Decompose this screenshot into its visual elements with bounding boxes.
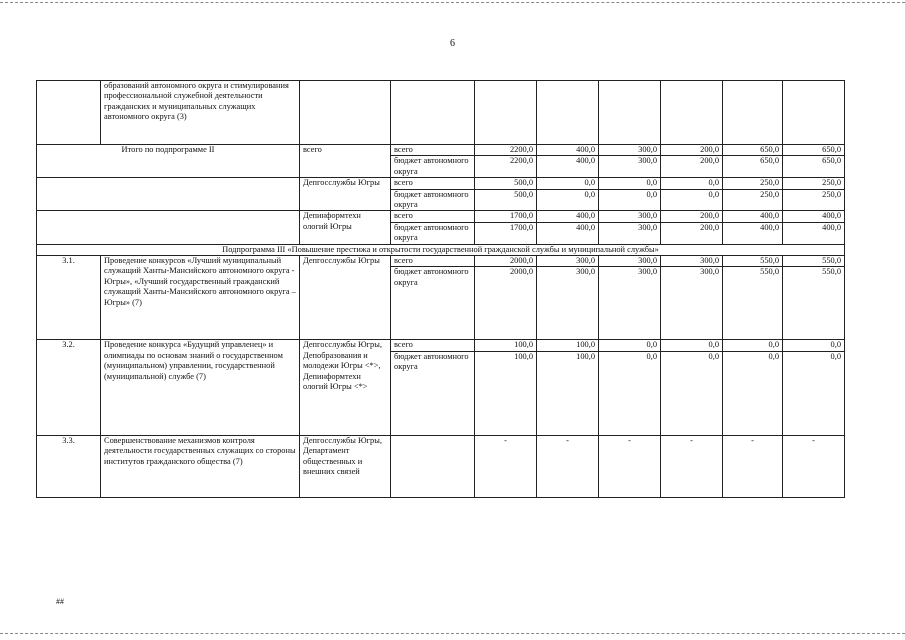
value-cell: 400,0: [723, 222, 783, 244]
total-executor: всего: [300, 145, 391, 178]
value-cell: 0,0: [723, 351, 783, 435]
value-cell: 400,0: [537, 145, 599, 156]
total-label: Итого по подпрограмме II: [37, 145, 300, 178]
value-cell: 0,0: [661, 178, 723, 189]
value-cell: 2200,0: [475, 156, 537, 178]
value-cell: 0,0: [599, 351, 661, 435]
value-cell: 400,0: [537, 211, 599, 222]
value-cell: 650,0: [723, 156, 783, 178]
value-cell: 0,0: [783, 340, 845, 351]
value-cell: 100,0: [475, 340, 537, 351]
value-cell: 0,0: [783, 351, 845, 435]
value-cell: 2200,0: [475, 145, 537, 156]
value-cell: -: [661, 435, 723, 497]
subprogram-title: Подпрограмма III «Повышение престижа и открытости государственной гражданской службы и муниципальной службы»: [37, 244, 845, 255]
event-name: Проведение конкурса «Будущий управленец» и олимпиады по основам знаний о государственном (муниципальном) управлении, государственной (муниципальной) службе (7): [101, 340, 300, 435]
value-cell: 0,0: [661, 189, 723, 211]
value-cell: 250,0: [783, 189, 845, 211]
value-cell: -: [599, 435, 661, 497]
value-cell: 300,0: [599, 211, 661, 222]
dep1-row: [37, 178, 845, 189]
funding-source: бюджет автономного округа: [391, 267, 475, 340]
scan-edge-top: [0, 2, 905, 3]
value-cell: 0,0: [661, 340, 723, 351]
funding-source: всего: [391, 178, 475, 189]
value-cell: 300,0: [661, 256, 723, 267]
value-cell: 550,0: [783, 267, 845, 340]
value-cell: 1700,0: [475, 211, 537, 222]
value-cell: 300,0: [599, 145, 661, 156]
value-cell: 100,0: [537, 340, 599, 351]
row-number: 3.1.: [37, 256, 101, 340]
value-cell: 300,0: [599, 156, 661, 178]
value-cell: 0,0: [599, 189, 661, 211]
value-cell: 400,0: [783, 211, 845, 222]
footer-mark: ##: [56, 597, 64, 606]
value-cell: 300,0: [599, 256, 661, 267]
value-cell: 300,0: [537, 256, 599, 267]
value-cell: 300,0: [537, 267, 599, 340]
value-cell: 0,0: [599, 340, 661, 351]
funding-source: всего: [391, 340, 475, 351]
value-cell: 400,0: [537, 222, 599, 244]
value-cell: 0,0: [537, 178, 599, 189]
funding-source: всего: [391, 145, 475, 156]
funding-source: всего: [391, 256, 475, 267]
dep1-executor: Депгосслужбы Югры: [300, 178, 391, 211]
value-cell: 250,0: [723, 178, 783, 189]
value-cell: 250,0: [723, 189, 783, 211]
funding-source: всего: [391, 211, 475, 222]
value-cell: -: [783, 435, 845, 497]
scan-edge-bottom: [0, 633, 905, 634]
value-cell: 2000,0: [475, 267, 537, 340]
dep2-executor: Депинформтехн ологий Югры: [300, 211, 391, 244]
row-3-2: [37, 340, 845, 351]
funding-source: бюджет автономного округа: [391, 189, 475, 211]
value-cell: -: [537, 435, 599, 497]
subprogram-header-row: [37, 244, 845, 255]
page-number: 6: [450, 38, 455, 49]
value-cell: 1700,0: [475, 222, 537, 244]
value-cell: 300,0: [599, 267, 661, 340]
value-cell: 650,0: [783, 156, 845, 178]
value-cell: 400,0: [783, 222, 845, 244]
value-cell: 650,0: [783, 145, 845, 156]
value-cell: 550,0: [783, 256, 845, 267]
value-cell: 0,0: [723, 340, 783, 351]
value-cell: 0,0: [661, 351, 723, 435]
value-cell: 550,0: [723, 267, 783, 340]
value-cell: 400,0: [537, 156, 599, 178]
value-cell: 500,0: [475, 178, 537, 189]
value-cell: 0,0: [537, 189, 599, 211]
row-3-1: [37, 256, 845, 267]
value-cell: 400,0: [723, 211, 783, 222]
executor: Депгосслужбы Югры: [300, 256, 391, 340]
row-3-3: [37, 435, 845, 497]
value-cell: 0,0: [599, 178, 661, 189]
executor: Депгосслужбы Югры, Департамент общественных и внешних связей: [300, 435, 391, 497]
event-name: образований автономного округа и стимулирования профессиональной служебной деятельности гражданских и муниципальных служащих автономного округа (3): [101, 81, 300, 145]
value-cell: 300,0: [661, 267, 723, 340]
row-number: 3.2.: [37, 340, 101, 435]
value-cell: 500,0: [475, 189, 537, 211]
value-cell: 550,0: [723, 256, 783, 267]
value-cell: 650,0: [723, 145, 783, 156]
value-cell: -: [475, 435, 537, 497]
value-cell: 100,0: [475, 351, 537, 435]
event-name: Проведение конкурсов «Лучший муниципальный служащий Ханты-Мансийского автономного округа - Югры», «Лучший государственный гражданский служащий Ханты-Мансийского автономного округа – Югры» (7): [101, 256, 300, 340]
value-cell: -: [723, 435, 783, 497]
row-number: 3.3.: [37, 435, 101, 497]
continuation-row: [37, 81, 845, 145]
value-cell: 200,0: [661, 222, 723, 244]
funding-source: бюджет автономного округа: [391, 222, 475, 244]
executor: Депгосслужбы Югры, Депобразования и молодежи Югры <*>, Депинформтехн ологий Югры <*>: [300, 340, 391, 435]
dep2-row: [37, 211, 845, 222]
value-cell: 200,0: [661, 211, 723, 222]
funding-source: бюджет автономного округа: [391, 351, 475, 435]
total-row: [37, 145, 845, 156]
funding-source: бюджет автономного округа: [391, 156, 475, 178]
program-table: [36, 80, 845, 498]
value-cell: 2000,0: [475, 256, 537, 267]
value-cell: 300,0: [599, 222, 661, 244]
value-cell: 200,0: [661, 145, 723, 156]
event-name: Совершенствование механизмов контроля деятельности государственных служащих со стороны институтов гражданского общества (7): [101, 435, 300, 497]
value-cell: 250,0: [783, 178, 845, 189]
value-cell: 100,0: [537, 351, 599, 435]
value-cell: 200,0: [661, 156, 723, 178]
